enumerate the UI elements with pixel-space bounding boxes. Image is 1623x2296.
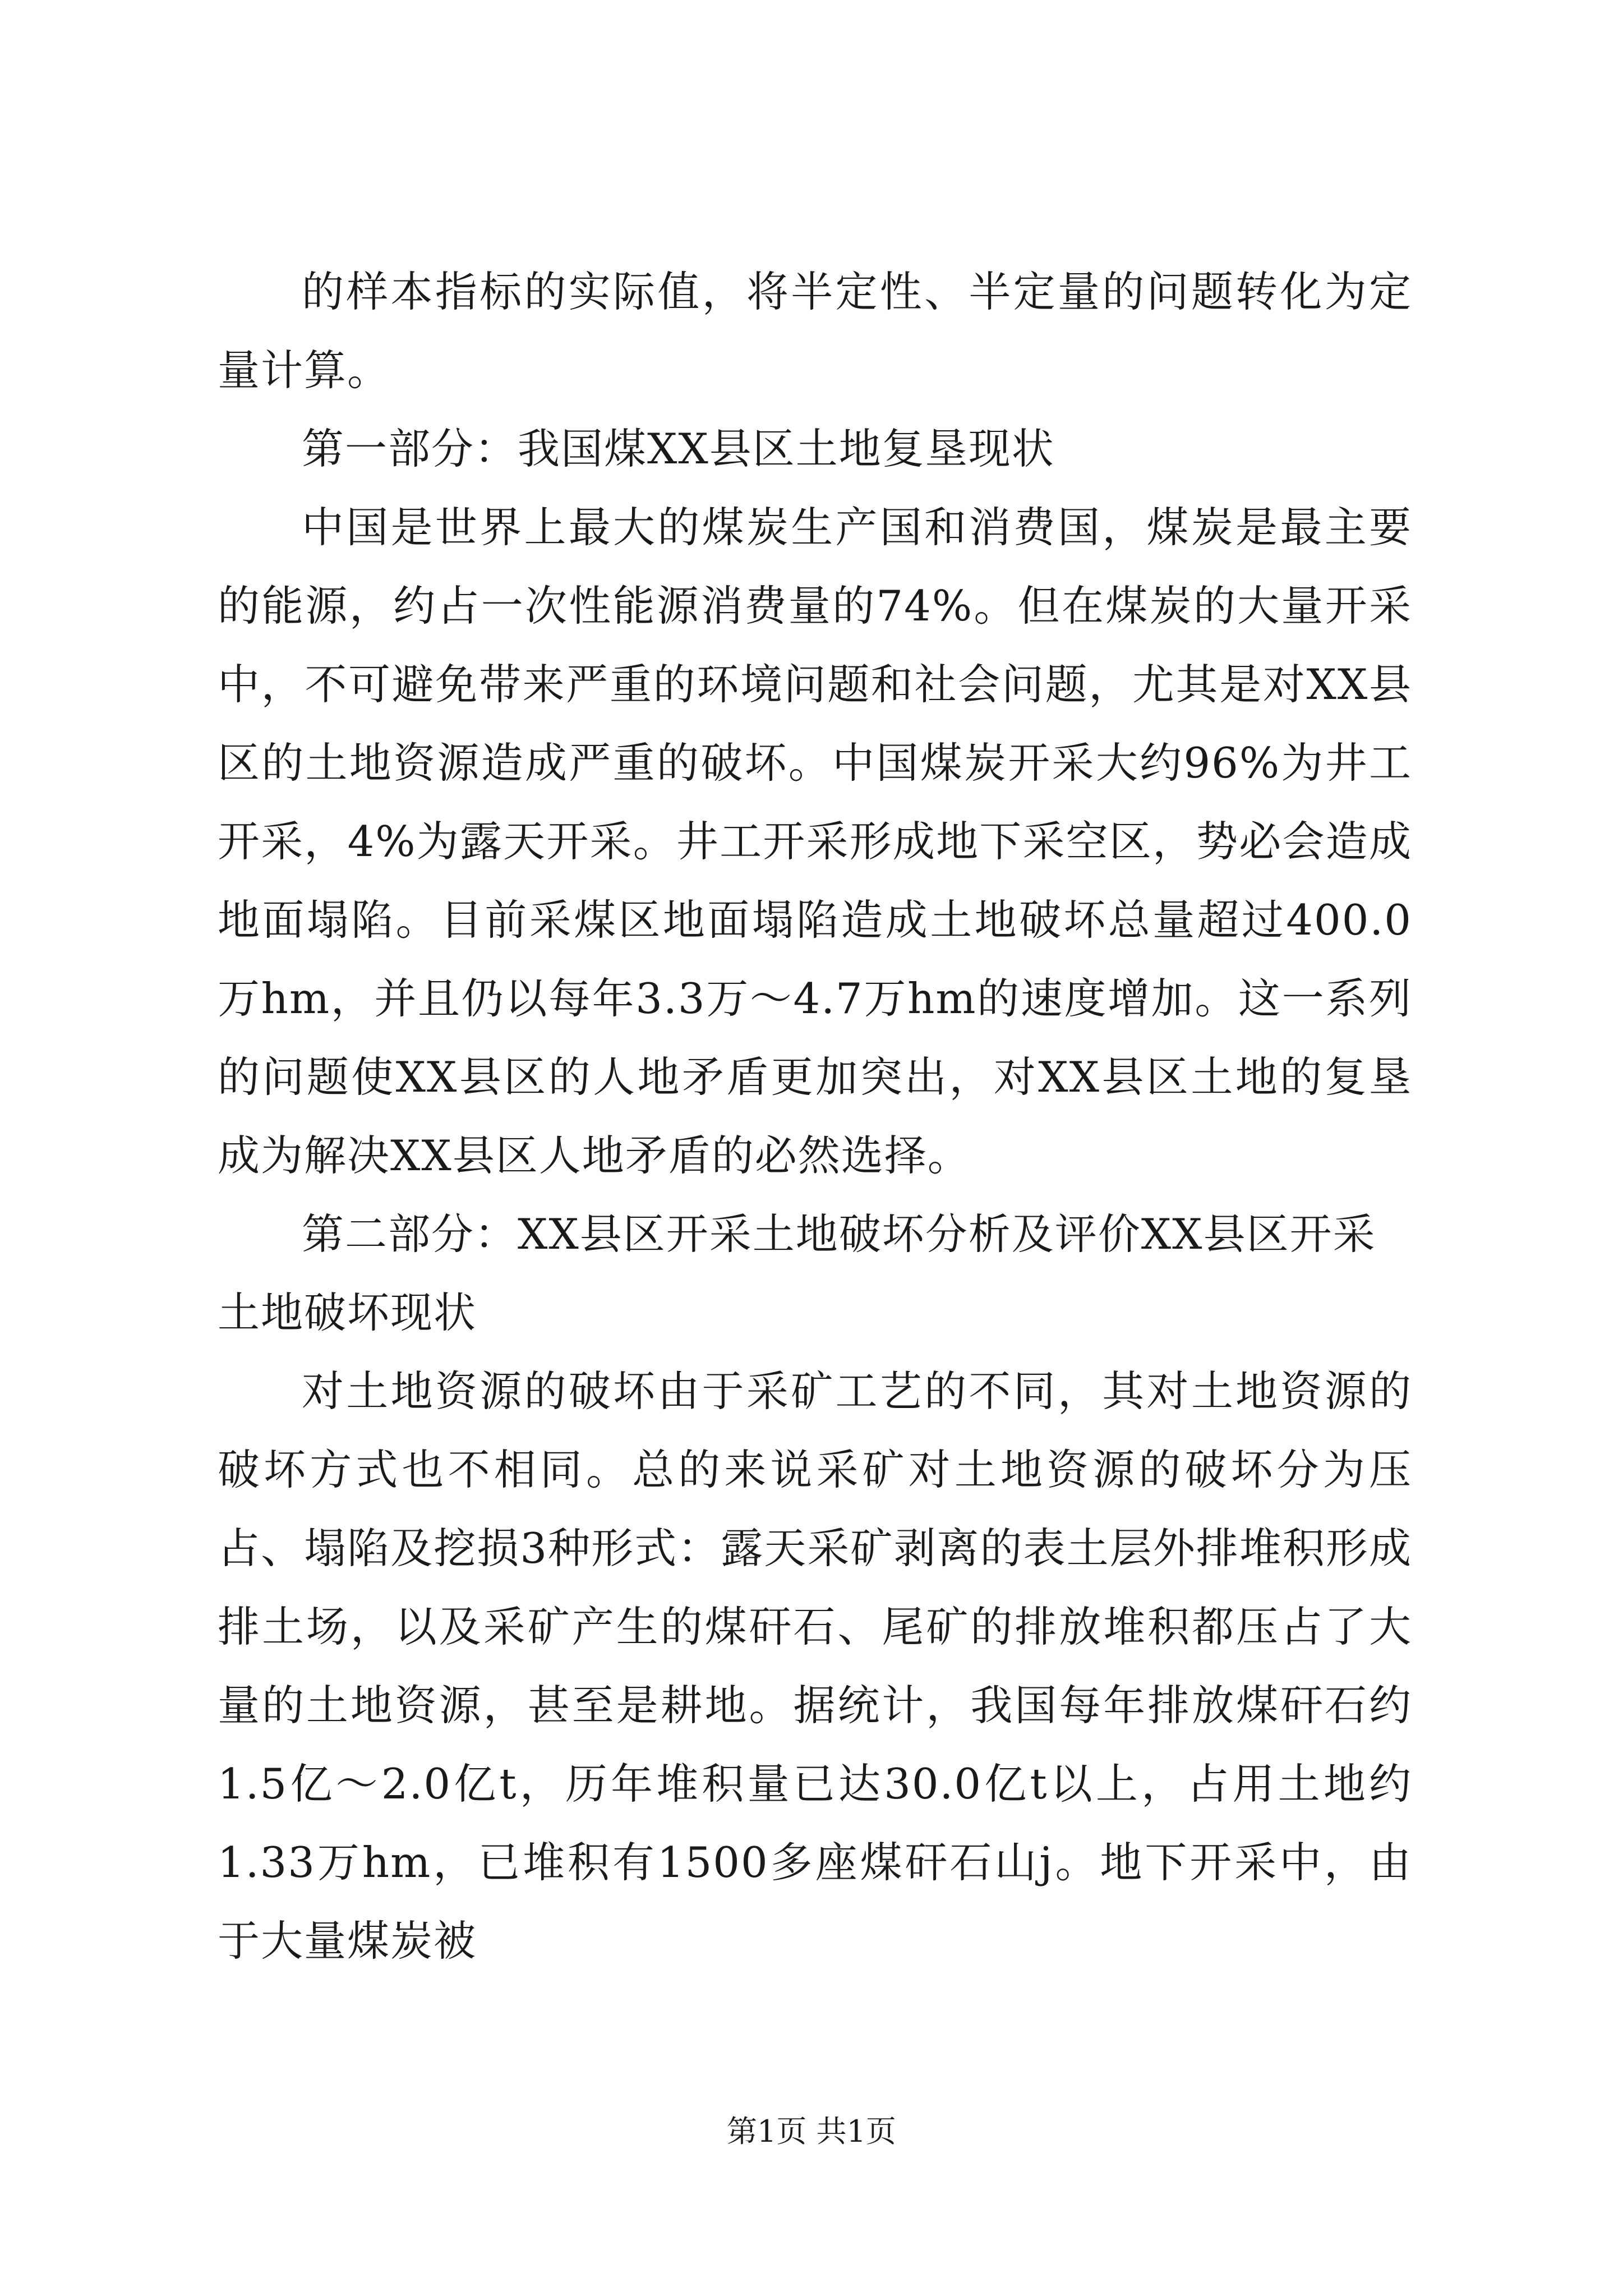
paragraph-section-2: 对土地资源的破坏由于采矿工艺的不同，其对土地资源的破坏方式也不相同。总的来说采矿对土地资源的破坏分为压占、塌陷及挖损3种形式：露天采矿剥离的表土层外排堆积形成排土场，以及采矿产生的煤矸石、尾矿的排放堆积都压占了大量的土地资源，甚至是耕地。据统计，我国每年排放煤矸石约1.5亿～2.0亿t，历年堆积量已达30.0亿t以上，占用土地约1.33万hm，已堆积有1500多座煤矸石山j。地下开采中，由于大量煤炭被 <box>218 1366 1412 1966</box>
section-heading-2: 第二部分：XX县区开采土地破坏分析及评价XX县区开采土地破坏现状 <box>218 1209 1376 1337</box>
page-footer: 第1页 共1页 <box>727 2114 896 2149</box>
document-body <box>218 252 1412 1980</box>
paragraph-intro: 的样本指标的实际值，将半定性、半定量的问题转化为定量计算。 <box>218 267 1412 395</box>
section-heading-1: 第一部分：我国煤XX县区土地复垦现状 <box>302 424 1055 473</box>
paragraph-section-1: 中国是世界上最大的煤炭生产国和消费国，煤炭是最主要的能源，约占一次性能源消费量的74%。但在煤炭的大量开采中，不可避免带来严重的环境问题和社会问题，尤其是对XX县区的土地资源造成严重的破坏。中国煤炭开采大约96%为井工开采，4%为露天开采。井工开采形成地下采空区，势必会造成地面塌陷。目前采煤区地面塌陷造成土地破坏总量超过400.0万hm，并且仍以每年3.3万～4.7万hm的速度增加。这一系列的问题使XX县区的人地矛盾更加突出，对XX县区土地的复垦成为解决XX县区人地矛盾的必然选择。 <box>218 503 1412 1180</box>
